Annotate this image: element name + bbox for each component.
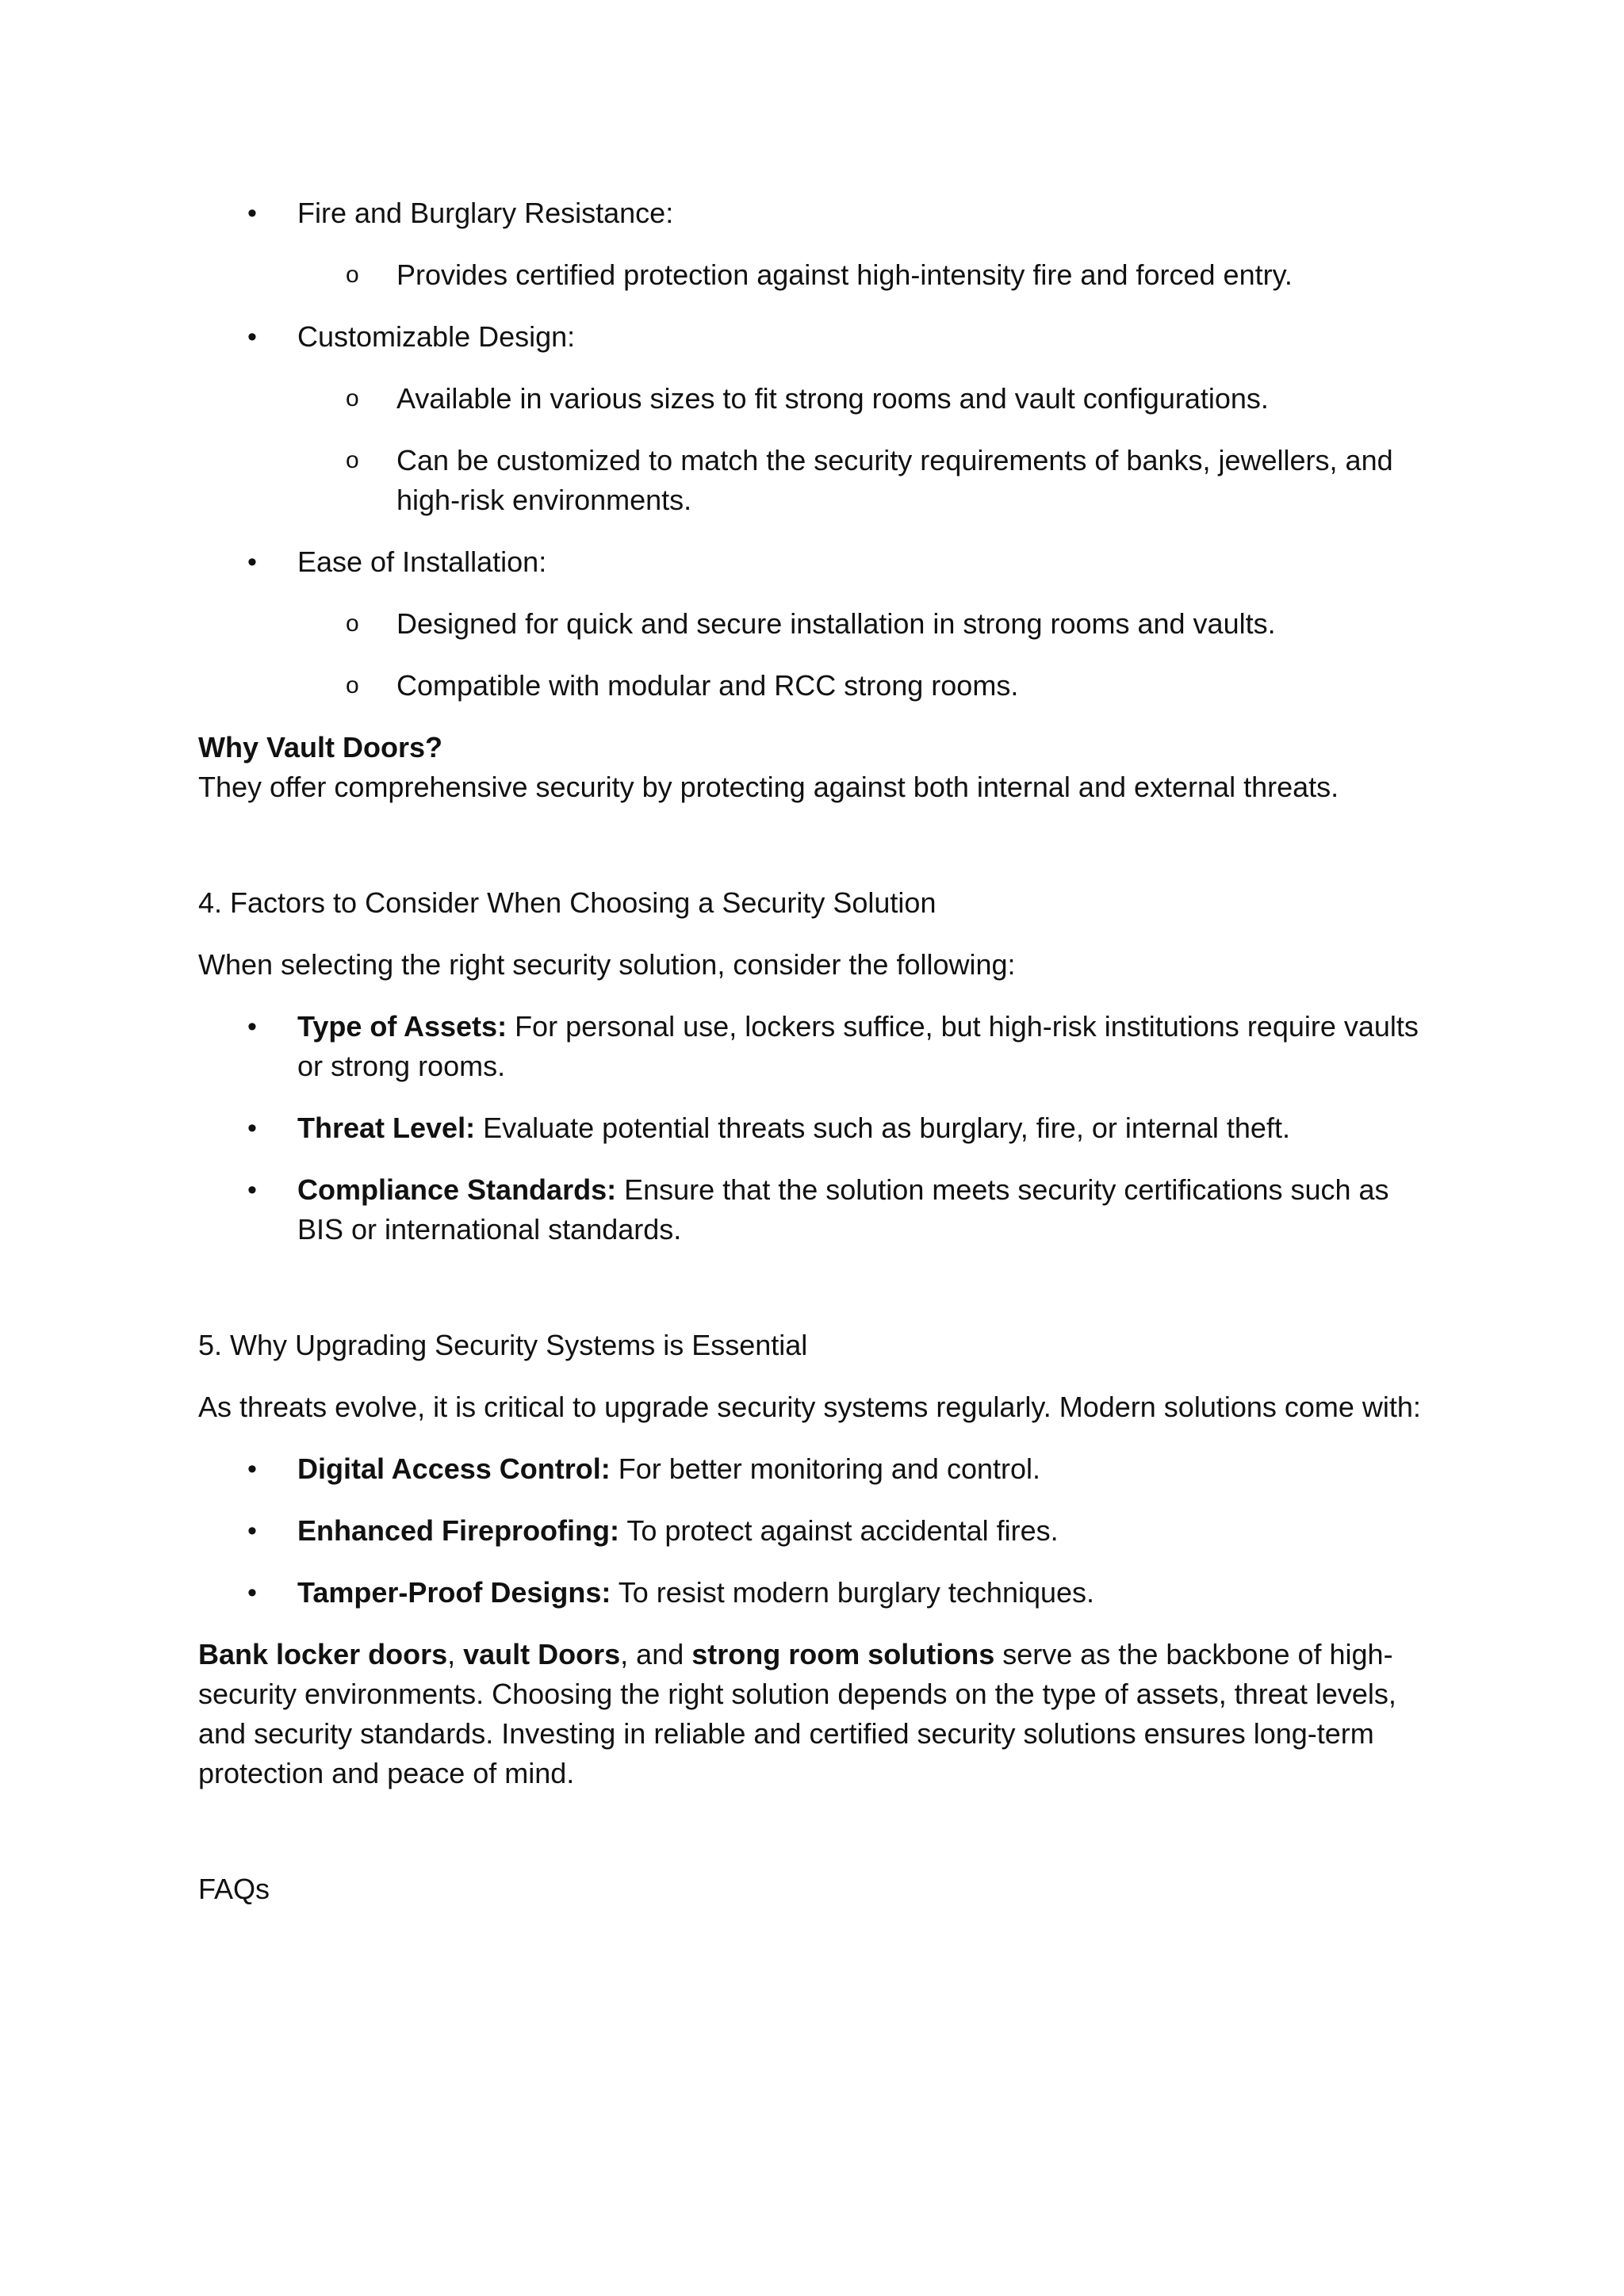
list-item-text: Enhanced Fireproofing: To protect against accidental fires. <box>297 1514 1059 1547</box>
sub-bullet-icon: o <box>346 610 359 637</box>
list-item-text: Type of Assets: For personal use, lockers suffice, but high-risk institutions require vaults or strong rooms. <box>297 1010 1419 1082</box>
sub-list-item-text: Provides certified protection against high-intensity fire and forced entry. <box>396 258 1293 291</box>
list-item <box>198 317 1435 357</box>
list-item-text: Compliance Standards: Ensure that the solution meets security certifications such as BIS or international standards. <box>297 1173 1389 1246</box>
list-item-term: Threat Level: <box>297 1112 476 1144</box>
sub-list-item <box>198 379 1435 419</box>
sub-list-item <box>198 604 1435 644</box>
list-item-term: Compliance Standards: <box>297 1173 617 1206</box>
list-item-term: Enhanced Fireproofing: <box>297 1514 620 1547</box>
why-vault-text: They offer comprehensive security by protecting against both internal and external threats. <box>198 771 1339 803</box>
section-5-intro: As threats evolve, it is critical to upgrade security systems regularly. Modern solutions come with: <box>198 1391 1421 1423</box>
list-item-text: Threat Level: Evaluate potential threats such as burglary, fire, or internal theft. <box>297 1112 1290 1144</box>
section-4-intro: When selecting the right security solution, consider the following: <box>198 948 1016 981</box>
list-item-label: Fire and Burglary Resistance: <box>297 197 674 229</box>
sub-list-item-text: Designed for quick and secure installation in strong rooms and vaults. <box>396 607 1276 640</box>
section-4-heading: 4. Factors to Consider When Choosing a Security Solution <box>198 886 936 919</box>
list-item <box>198 1170 1435 1249</box>
sub-bullet-icon: o <box>346 447 359 473</box>
sub-list-item-text: Compatible with modular and RCC strong rooms. <box>396 669 1019 702</box>
sub-bullet-icon: o <box>346 385 359 411</box>
list-item-text: Digital Access Control: For better monitoring and control. <box>297 1452 1041 1485</box>
sub-list-item-text: Available in various sizes to fit strong rooms and vault configurations. <box>396 382 1269 415</box>
bullet-icon: • <box>247 1012 257 1042</box>
list-item-term: Type of Assets: <box>297 1010 508 1043</box>
why-vault-heading: Why Vault Doors? <box>198 731 443 763</box>
list-item-text: Tamper-Proof Designs: To resist modern burglary techniques. <box>297 1576 1095 1609</box>
list-item <box>198 1449 1435 1489</box>
bullet-icon: • <box>247 322 257 352</box>
sub-list-item-text: Can be customized to match the security requirements of banks, jewellers, and high-risk environments. <box>396 444 1393 516</box>
faqs-heading: FAQs <box>198 1873 270 1905</box>
bullet-icon: • <box>247 198 257 228</box>
bullet-icon: • <box>247 1175 257 1205</box>
list-item <box>198 1511 1435 1551</box>
sub-list-item <box>198 441 1435 520</box>
list-item <box>198 1573 1435 1613</box>
sub-bullet-icon: o <box>346 262 359 288</box>
list-item-label: Ease of Installation: <box>297 545 547 578</box>
bullet-icon: • <box>247 1113 257 1143</box>
section-5-heading: 5. Why Upgrading Security Systems is Essential <box>198 1329 808 1361</box>
sub-list-item <box>198 255 1435 295</box>
bullet-icon: • <box>247 1516 257 1546</box>
list-item <box>198 542 1435 582</box>
list-item-term: Tamper-Proof Designs: <box>297 1576 611 1609</box>
bullet-icon: • <box>247 547 257 577</box>
list-item <box>198 1007 1435 1086</box>
bullet-icon: • <box>247 1578 257 1608</box>
sub-bullet-icon: o <box>346 672 359 698</box>
list-item <box>198 1108 1435 1148</box>
bullet-icon: • <box>247 1454 257 1484</box>
sub-list-item <box>198 666 1435 706</box>
document-page <box>198 193 1435 1931</box>
conclusion-paragraph: Bank locker doors, vault Doors, and strong room solutions serve as the backbone of high-security environments. Choosing the right solution depends on the type of assets, threat levels, and security standards. Investing in reliable and certified security solutions ensures long-term protection and peace of mind. <box>198 1638 1396 1789</box>
list-item-label: Customizable Design: <box>297 320 576 353</box>
list-item-term: Digital Access Control: <box>297 1452 611 1485</box>
list-item <box>198 193 1435 233</box>
